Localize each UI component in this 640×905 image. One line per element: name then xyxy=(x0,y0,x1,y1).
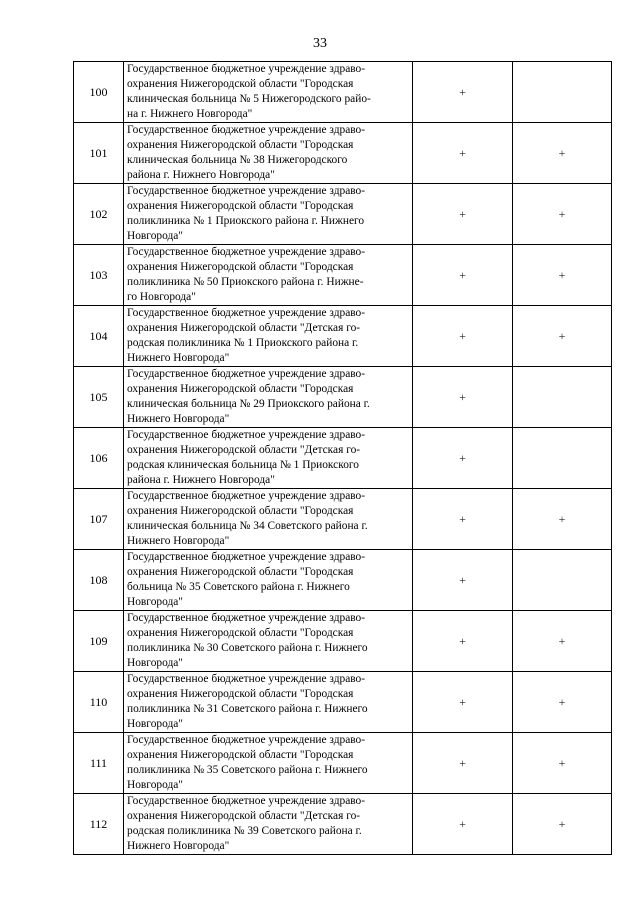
mark-cell: + xyxy=(413,306,513,367)
mark-cell: + xyxy=(413,123,513,184)
table-row xyxy=(74,550,612,611)
row-number: 102 xyxy=(74,184,124,245)
row-number: 112 xyxy=(74,794,124,855)
mark-cell: + xyxy=(413,611,513,672)
page-number: 33 xyxy=(313,36,327,51)
row-number: 100 xyxy=(74,62,124,123)
table-row xyxy=(74,733,612,794)
institution-name: Государственное бюджетное учреждение здраво- охранения Нижегородской области "Городская поликлиника № 30 Советского района г. Нижнего Новгорода" xyxy=(124,611,413,672)
mark-cell: + xyxy=(413,794,513,855)
mark-cell: + xyxy=(413,428,513,489)
mark-cell: + xyxy=(413,489,513,550)
table-row xyxy=(74,306,612,367)
mark-cell: + xyxy=(413,550,513,611)
row-number: 107 xyxy=(74,489,124,550)
row-number: 106 xyxy=(74,428,124,489)
table-row xyxy=(74,794,612,855)
institution-name: Государственное бюджетное учреждение здраво- охранения Нижегородской области "Городская поликлиника № 35 Советского района г. Нижнего Новгорода" xyxy=(124,733,413,794)
mark-cell: + xyxy=(413,245,513,306)
mark-cell: + xyxy=(513,733,612,794)
institution-name: Государственное бюджетное учреждение здраво- охранения Нижегородской области "Городская поликлиника № 31 Советского района г. Нижнего Новгорода" xyxy=(124,672,413,733)
mark-cell: + xyxy=(413,733,513,794)
institution-table xyxy=(73,61,612,855)
institution-name: Государственное бюджетное учреждение здраво- охранения Нижегородской области "Городская поликлиника № 50 Приокского района г. Нижне- го Новгорода" xyxy=(124,245,413,306)
institution-name: Государственное бюджетное учреждение здраво- охранения Нижегородской области "Городская клиническая больница № 38 Нижегородского района г. Нижнего Новгорода" xyxy=(124,123,413,184)
institution-name: Государственное бюджетное учреждение здраво- охранения Нижегородской области "Городская клиническая больница № 29 Приокского района г. Нижнего Новгорода" xyxy=(124,367,413,428)
table-row xyxy=(74,428,612,489)
mark-cell: + xyxy=(513,245,612,306)
mark-cell: + xyxy=(513,184,612,245)
table-row xyxy=(74,245,612,306)
row-number: 109 xyxy=(74,611,124,672)
institution-name: Государственное бюджетное учреждение здраво- охранения Нижегородской области "Городская поликлиника № 1 Приокского района г. Нижнего Новгорода" xyxy=(124,184,413,245)
table-row xyxy=(74,672,612,733)
row-number: 105 xyxy=(74,367,124,428)
table-row xyxy=(74,123,612,184)
mark-cell: + xyxy=(413,672,513,733)
institution-name: Государственное бюджетное учреждение здраво- охранения Нижегородской области "Детская го- родская поликлиника № 1 Приокского района г. Нижнего Новгорода" xyxy=(124,306,413,367)
row-number: 110 xyxy=(74,672,124,733)
mark-cell: + xyxy=(513,306,612,367)
mark-cell xyxy=(513,62,612,123)
row-number: 104 xyxy=(74,306,124,367)
institution-name: Государственное бюджетное учреждение здраво- охранения Нижегородской области "Детская го- родская клиническая больница № 1 Приокского района г. Нижнего Новгорода" xyxy=(124,428,413,489)
mark-cell: + xyxy=(413,367,513,428)
mark-cell xyxy=(513,367,612,428)
mark-cell: + xyxy=(513,611,612,672)
mark-cell xyxy=(513,428,612,489)
table-row xyxy=(74,184,612,245)
institution-name: Государственное бюджетное учреждение здраво- охранения Нижегородской области "Городская клиническая больница № 34 Советского района г. Нижнего Новгорода" xyxy=(124,489,413,550)
table-row xyxy=(74,367,612,428)
mark-cell: + xyxy=(513,794,612,855)
row-number: 108 xyxy=(74,550,124,611)
mark-cell xyxy=(513,550,612,611)
mark-cell: + xyxy=(413,184,513,245)
table-row xyxy=(74,611,612,672)
institution-name: Государственное бюджетное учреждение здраво- охранения Нижегородской области "Детская го- родская поликлиника № 39 Советского района г. Нижнего Новгорода" xyxy=(124,794,413,855)
mark-cell: + xyxy=(413,62,513,123)
table-row xyxy=(74,489,612,550)
table-row xyxy=(74,62,612,123)
institution-name: Государственное бюджетное учреждение здраво- охранения Нижегородской области "Городская клиническая больница № 5 Нижегородского райо- на г. Нижнего Новгорода" xyxy=(124,62,413,123)
mark-cell: + xyxy=(513,489,612,550)
row-number: 101 xyxy=(74,123,124,184)
row-number: 111 xyxy=(74,733,124,794)
mark-cell: + xyxy=(513,672,612,733)
mark-cell: + xyxy=(513,123,612,184)
row-number: 103 xyxy=(74,245,124,306)
institution-name: Государственное бюджетное учреждение здраво- охранения Нижегородской области "Городская больница № 35 Советского района г. Нижнего Новгорода" xyxy=(124,550,413,611)
